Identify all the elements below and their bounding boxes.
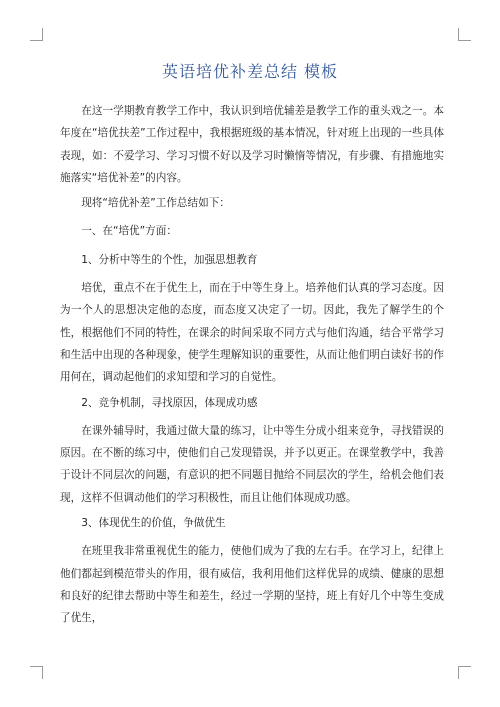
paragraph-intro: 在这一学期教育教学工作中，我认识到培优辅差是教学工作的重头戏之一。本年度在“培优扶差”工作过程中，我根据班级的基本情况，针对班上出现的一些具体表现，如：不爱学习、学习习惯不好以及学习时懒惰等情况，有步骤、有措施地实施落实“培优补差”的内容。 xyxy=(60,105,444,184)
crop-mark-bottom-right xyxy=(458,666,471,679)
paragraph-summary-lead: 现将“培优补差”工作总结如下： xyxy=(81,197,230,210)
crop-mark-top-left xyxy=(30,28,43,41)
paragraph-1: 培优，重点不在于优生上，而在于中等生身上。培养他们认真的学习态度。因为一个人的思想决定他的态度，而态度又决定了一切。因此，我先了解学生的个性，根据他们不同的特性，在课余的时间采取不同方式与他们沟通，结合平常学习和生活中出现的各种现象，使学生理解知识的重要性，从而让他们明白读好书的作用何在，调动起他们的求知望和学习的自觉性。 xyxy=(60,282,444,384)
crop-mark-bottom-left xyxy=(30,666,43,679)
subheading-3: 3、体现优生的价值，争做优生 xyxy=(81,517,226,530)
document-title: 英语培优补差总结 模板 xyxy=(161,62,339,81)
paragraph-3: 在班里我非常重视优生的能力，使他们成为了我的左右手。在学习上，纪律上他们都起到模范带头的作用，很有威信，我利用他们这样优异的成绩、健康的思想和良好的纪律去帮助中等生和差生，经过一学期的坚持，班上有好几个中等生变成了优生， xyxy=(60,545,444,625)
paragraph-2: 在课外辅导时，我通过做大量的练习，让中等生分成小组来竞争，寻找错误的原因。在不断的练习中，使他们自己发现错误，并予以更正。在课堂教学中，我善于设计不同层次的问题，有意识的把不同题目抛给不同层次的学生，给机会他们表现，这样不但调动他们的学习积极性，而且让他们体现成功感。 xyxy=(60,424,444,504)
crop-mark-top-right xyxy=(458,28,471,41)
subheading-1: 1、分析中等生的个性，加强思想教育 xyxy=(81,253,258,266)
subheading-2: 2、竞争机制，寻找原因，体现成功感 xyxy=(81,396,258,409)
section-heading-peiyou: 一、在“培优”方面： xyxy=(81,225,177,238)
document-body xyxy=(60,100,444,633)
